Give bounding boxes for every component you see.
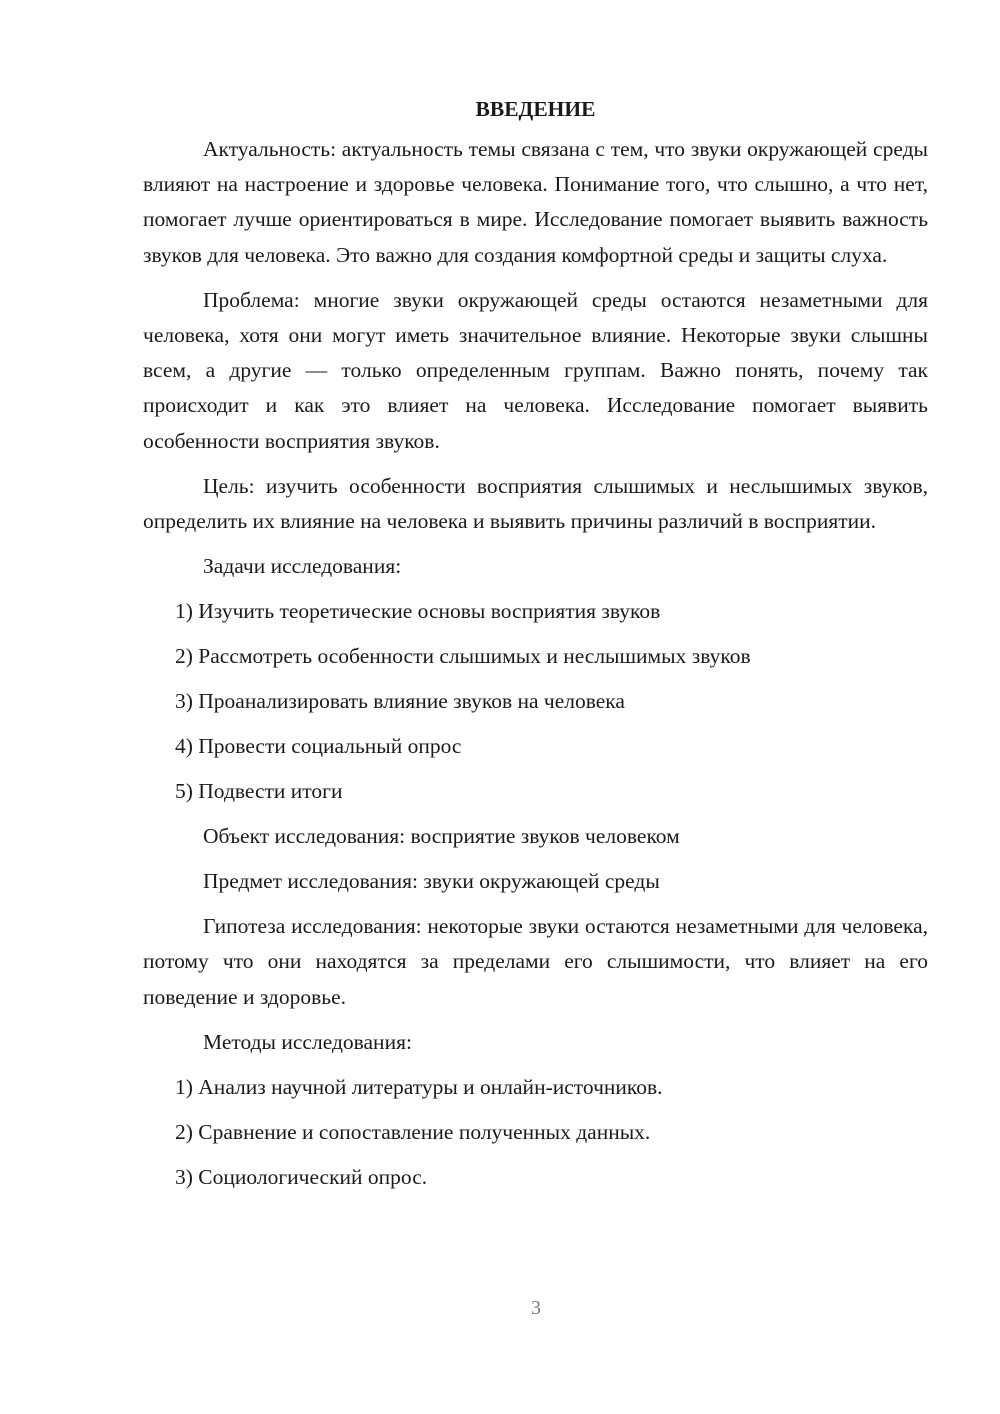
tasks-heading: Задачи исследования: <box>203 554 402 579</box>
task-item-1: 1) Изучить теоретические основы восприятия звуков <box>175 599 661 624</box>
task-item-5: 5) Подвести итоги <box>175 779 343 804</box>
task-item-2: 2) Рассмотреть особенности слышимых и неслышимых звуков <box>175 644 751 669</box>
hypothesis-paragraph: Гипотеза исследования: некоторые звуки остаются незаметными для человека, потому что они находятся за пределами его слышимости, что влияет на его поведение и здоровье. <box>143 914 928 1009</box>
page-number: 3 <box>531 1297 541 1319</box>
page-title: ВВЕДЕНИЕ <box>475 97 596 121</box>
method-item-1: 1) Анализ научной литературы и онлайн-источников. <box>175 1074 663 1099</box>
goal-paragraph: Цель: изучить особенности восприятия слышимых и неслышимых звуков, определить их влияние на человека и выявить причины различий в восприятии. <box>143 473 928 534</box>
method-item-2: 2) Сравнение и сопоставление полученных данных. <box>175 1119 651 1144</box>
document-page <box>143 92 928 1205</box>
task-item-3: 3) Проанализировать влияние звуков на человека <box>175 689 625 714</box>
research-subject: Предмет исследования: звуки окружающей среды <box>203 869 660 894</box>
relevance-paragraph: Актуальность: актуальность темы связана с тем, что звуки окружающей среды влияют на настроение и здоровье человека. Понимание того, что слышно, а что нет, помогает лучше ориентироваться в мире. Исследование помогает выявить важность звуков для человека. Это важно для создания комфортной среды и защиты слуха. <box>143 137 928 267</box>
research-object: Объект исследования: восприятие звуков человеком <box>203 824 680 849</box>
methods-heading: Методы исследования: <box>203 1029 412 1054</box>
task-item-4: 4) Провести социальный опрос <box>175 734 462 759</box>
problem-paragraph: Проблема: многие звуки окружающей среды остаются незаметными для человека, хотя они могут иметь значительное влияние. Некоторые звуки слышны всем, а другие — только определенным группам. Важно понять, почему так происходит и как это влияет на человека. Исследование помогает выявить особенности восприятия звуков. <box>143 287 928 453</box>
method-item-3: 3) Социологический опрос. <box>175 1164 428 1189</box>
